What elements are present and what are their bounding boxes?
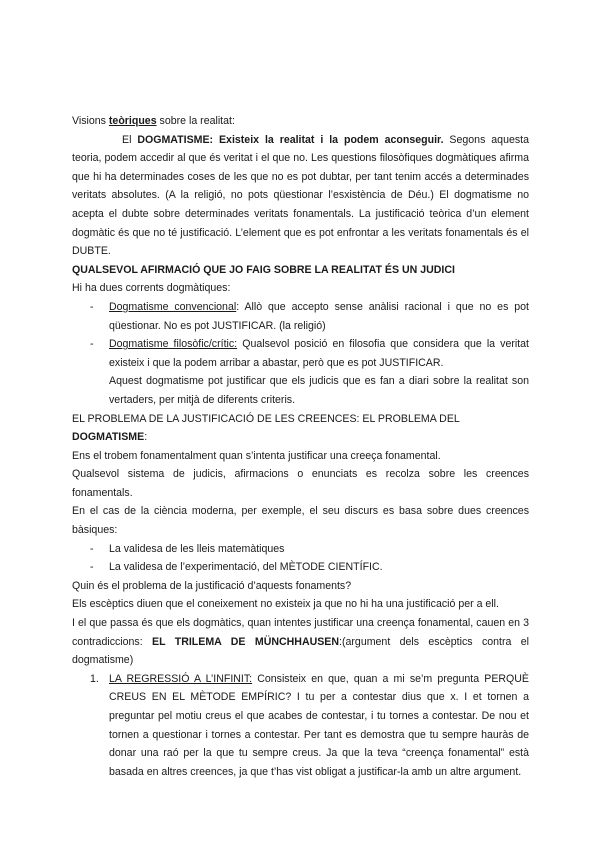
- dogmatism-paragraph: [72, 131, 529, 261]
- dogmatism-lead: El: [122, 133, 138, 146]
- problem-title-suffix: :: [144, 431, 148, 444]
- intro-keyword: teòriques: [108, 115, 157, 127]
- document-page: [72, 112, 529, 781]
- trilemma-intro: [72, 614, 529, 670]
- problem-title: [72, 410, 529, 447]
- list-item: [72, 540, 529, 559]
- basics-list: [72, 540, 529, 577]
- dash-marker: -: [90, 338, 94, 351]
- intro-prefix: Visions: [72, 115, 109, 127]
- trilemma-term: LA REGRESSIÓ A L’INFINIT:: [109, 672, 253, 685]
- problem-paragraph-1: Ens el trobem fonamentalment quan s’intenta justificar una creeça fonamental.: [72, 449, 441, 462]
- intro-line: [72, 112, 529, 131]
- sceptics-paragraph: Els escèptics diuen que el coneixement no existeix ja que no hi ha una justificació per a ell.: [72, 598, 499, 611]
- judgement-heading: [72, 261, 529, 280]
- trilemma-list: [72, 670, 529, 782]
- list-item: [72, 335, 529, 372]
- dogmatism-claim: Existeix la realitat i la podem aconseguir.: [213, 133, 444, 146]
- current-term: Dogmatisme filosòfic/crític:: [109, 338, 238, 351]
- trilemma-title: EL TRILEMA DE MÜNCHHAUSEN: [152, 635, 340, 648]
- problem-title-bold: DOGMATISME: [72, 431, 145, 444]
- trilemma-prefix: I el que passa és que els dogmàtics, quan intentes justificar una creença fonamental, cauen en 3 contradiccions:: [72, 617, 529, 648]
- basic-text: La validesa de l’experimentació, del MÈTODE CIENTÍFIC.: [109, 561, 383, 574]
- dash-marker: -: [90, 561, 94, 574]
- currents-intro: Hi ha dues corrents dogmàtiques:: [72, 282, 231, 295]
- list-item: [72, 670, 529, 782]
- number-marker: 1.: [90, 672, 99, 685]
- currents-list: [72, 298, 529, 372]
- problem-title-prefix: EL PROBLEMA DE LA JUSTIFICACIÓ DE LES CREENCES: EL PROBLEMA DEL: [72, 412, 460, 425]
- basic-text: La validesa de les lleis matemàtiques: [109, 542, 285, 555]
- dash-marker: -: [90, 300, 94, 313]
- trilemma-suffix: :(argument dels escèptics contra el dogmatisme): [72, 635, 529, 667]
- problem-paragraph-2: Qualsevol sistema de judicis, afirmacions o enunciats es recolza sobre les creences fonamentals.: [72, 468, 529, 499]
- trilemma-text: Consisteix en que, quan a mi se’m pregunta PERQUÈ CREUS EN EL MÈTODE EMPÍRIC? I tu per a contestar dius que x. I et tornen a preguntar pel motiu creus el que acabes de contestar, i tu tornes a contestar. De nou et tornen a questionar i tornes a contestar. Per tant es demostra que tu sempre hauràs de donar una raó per la que tu sempre creus. Ja que la teva “creença fonamental” està basada en altres creences, ja que t’has vist obligat a justificar-la amb un altre argument.: [109, 672, 529, 778]
- intro-suffix: sobre la realitat:: [156, 115, 235, 127]
- current-text: Qualsevol posició en filosofia que considera que la veritat existeix i que la podem arribar a abastar, però que es pot JUSTIFICAR.: [109, 338, 530, 369]
- dogmatism-body: Segons aquesta teoria, podem accedir al que és veritat i el que no. Les questions filosòfiques dogmàtiques afirma que hi ha determinades coses de les que no es pot dubtar, per tant tenim accés a determinades veritats absolutes. (A la religió, no pots qüestionar l’esxistència de Déu.) El dogmatisme no acepta el dubte sobre determinades veritats fonamentals. La justificació teòrica d’un element dogmàtic és que no té justificació. L’element que es pot enfrontar a les veritats fonamentals és el DUBTE.: [72, 133, 529, 258]
- list-item: [72, 558, 529, 577]
- list-item: [72, 298, 529, 335]
- problem-question: Quin és el problema de la justificació d’aquests fonaments?: [72, 579, 352, 592]
- currents-continuation: Aquest dogmatisme pot justificar que els judicis que es fan a diari sobre la realitat son vertaders, per mitjà de diferents criteris.: [109, 375, 529, 406]
- problem-paragraph-3: En el cas de la ciència moderna, per exemple, el seu discurs es basa sobre dues creences bàsiques:: [72, 505, 529, 537]
- judgement-heading-text: QUALSEVOL AFIRMACIÓ QUE JO FAIG SOBRE LA REALITAT ÉS UN JUDICI: [72, 263, 455, 276]
- dash-marker: -: [90, 542, 94, 555]
- dogmatism-term: DOGMATISME:: [137, 133, 214, 146]
- current-text: : Allò que accepto sense anàlisi racional i que no es pot qüestionar. No es pot JUSTIFICAR. (la religió): [109, 300, 529, 332]
- current-term: Dogmatisme convencional: [109, 300, 237, 313]
